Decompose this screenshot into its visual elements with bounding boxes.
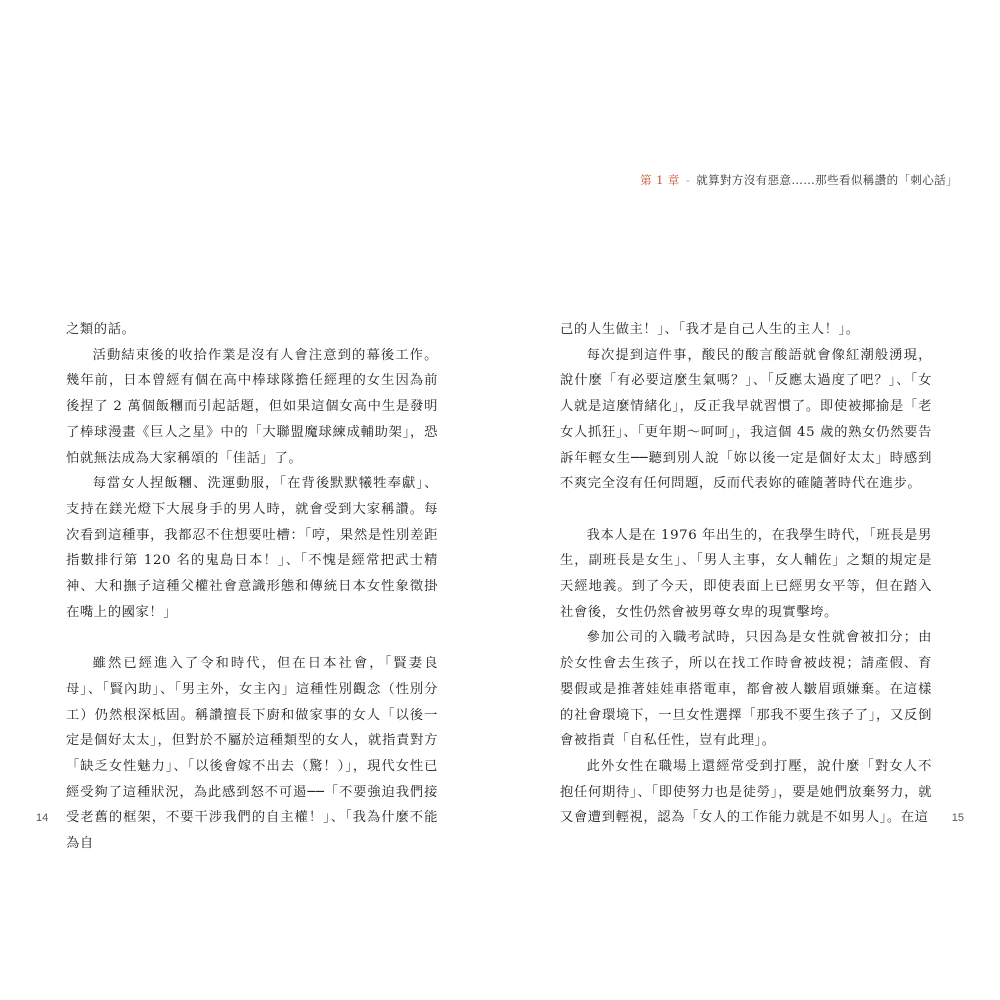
right-page-body — [560, 317, 932, 831]
running-head — [640, 172, 958, 188]
left-paragraph-1: 之類的話。 — [66, 322, 136, 337]
right-paragraph-1: 己的人生做主！」、「我才是自己人生的主人！」。 — [560, 322, 860, 337]
chapter-title: 就算對方沒有惡意……那些看似稱讚的「刺心話」 — [696, 173, 958, 187]
right-paragraph-3: 我本人是在 1976 年出生的，在我學生時代，「班長是男生，副班長是女生」、「男人主事，女人輔佐」之類的規定是天經地義。到了今天，即使表面上已經男女平等，但在踏入社會後，女性仍然會被男尊女卑的現實擊垮。 — [560, 527, 932, 620]
left-paragraph-3: 每當女人捏飯糰、洗運動服，「在背後默默犧牲奉獻」、支持在鎂光燈下大展身手的男人時，就會受到大家稱讚。每次看到這種事，我都忍不住想要吐槽：「哼，果然是性別差距指數排行第 120 名的鬼島日本！」、「不愧是經常把武士精神、大和撫子這種父權社會意識形態和傳統日本女性象徵掛在嘴上的國家！」 — [66, 476, 438, 620]
left-page-body — [66, 317, 438, 857]
section-gap — [66, 625, 438, 651]
page-number-right: 15 — [951, 812, 964, 824]
right-paragraph-5: 此外女性在職場上還經常受到打壓，說什麼「對女人不抱任何期待」、「即使努力也是徒勞」，要是她們放棄努力，就又會遭到輕視，認為「女人的工作能力就是不如男人」。在這 — [560, 758, 932, 826]
running-head-separator: - — [685, 173, 691, 187]
left-paragraph-2: 活動結束後的收拾作業是沒有人會注意到的幕後工作。幾年前，日本曾經有個在高中棒球隊擔任經理的女生因為前後捏了 2 萬個飯糰而引起話題，但如果這個女高中生是發明了棒球漫畫《巨人之星》中的「大聯盟魔球練成輔助架」，恐怕就無法成為大家稱頌的「佳話」了。 — [66, 347, 438, 466]
right-paragraph-2: 每次提到這件事，酸民的酸言酸語就會像紅潮般湧現，說什麼「有必要這麼生氣嗎？」、「反應太過度了吧？」、「女人就是這麼情緒化」，反正我早就習慣了。即使被揶揄是「老女人抓狂」、「更年期～呵呵」，我這個 45 歲的熟女仍然要告訴年輕女生──聽到別人說「妳以後一定是個好太太」時感到不爽完全沒有任何問題，反而代表妳的確隨著時代在進步。 — [560, 347, 932, 492]
left-paragraph-4: 雖然已經進入了令和時代，但在日本社會，「賢妻良母」、「賢內助」、「男主外，女主內」這種性別觀念（性別分工）仍然根深柢固。稱讚擅長下廚和做家事的女人「以後一定是個好太太」，但對於不屬於這種類型的女人，就指責對方「缺乏女性魅力」、「以後會嫁不出去（驚！）」，現代女性已經受夠了這種狀況，為此感到怒不可遏──「不要強迫我們接受老舊的框架，不要干涉我們的自主權！」、「我為什麼不能為自 — [66, 656, 438, 852]
right-paragraph-4: 參加公司的入職考試時，只因為是女性就會被扣分；由於女性會去生孩子，所以在找工作時會被歧視；請產假、育嬰假或是推著娃娃車搭電車，都會被人皺眉頭嫌棄。在這樣的社會環境下，一旦女性選擇「那我不要生孩子了」，又反倒會被指責「自私任性，豈有此理」。 — [560, 630, 932, 749]
chapter-number: 第 1 章 — [640, 173, 680, 187]
page-number-left: 14 — [36, 812, 49, 824]
right-page — [500, 0, 1000, 1000]
section-gap — [560, 497, 932, 523]
